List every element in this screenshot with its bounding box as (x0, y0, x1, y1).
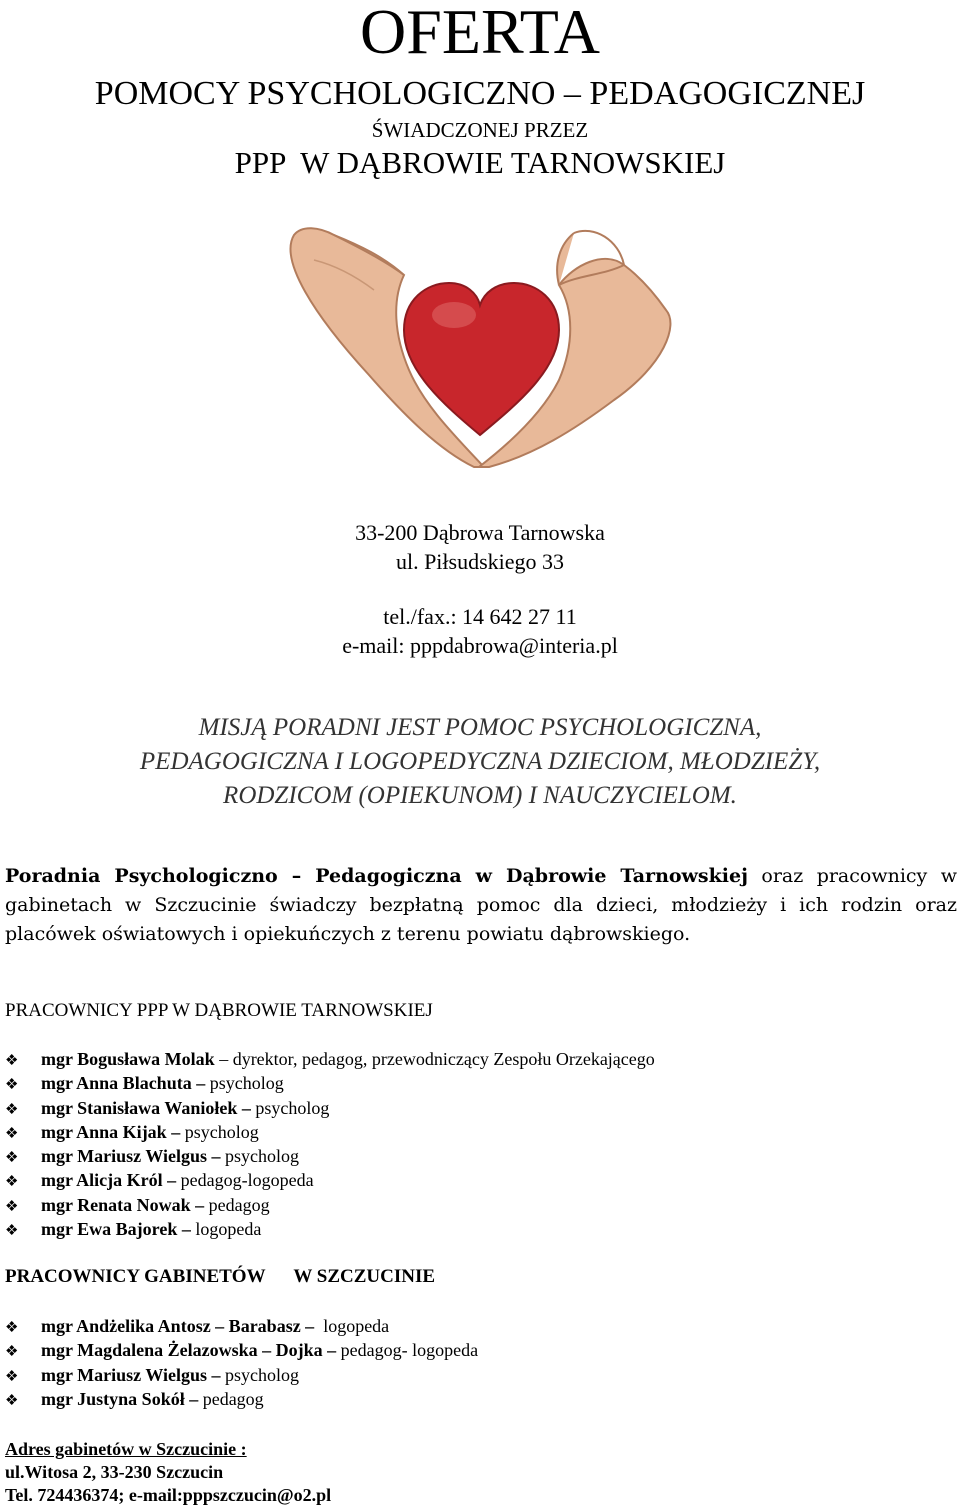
list-item (5, 1217, 655, 1241)
diamond-bullet-icon: ❖ (5, 1053, 19, 1069)
diamond-bullet-icon: ❖ (5, 1101, 19, 1118)
staff-role: psycholog (180, 1121, 259, 1142)
list-item (5, 1314, 478, 1338)
staff-role: psycholog (205, 1073, 284, 1094)
diamond-bullet-icon: ❖ (5, 1392, 19, 1409)
diamond-bullet-icon: ❖ (5, 1223, 19, 1240)
list-item (5, 1144, 655, 1168)
institution-name: PPP W DĄBROWIE TARNOWSKIEJ (234, 145, 726, 180)
staff-role: pedagog-logopeda (176, 1170, 314, 1191)
list-item (5, 1387, 478, 1411)
staff-role: logopeda (314, 1316, 390, 1336)
staff-role: psycholog (250, 1097, 330, 1118)
staff-name: mgr Magdalena Żelazowska – Dojka – (41, 1340, 337, 1361)
staff-name: mgr Bogusława Molak (41, 1049, 215, 1069)
address-email: e-mail: pppdabrowa@interia.pl (342, 633, 618, 658)
staff-name: mgr Anna Blachuta – (41, 1073, 206, 1094)
staff-role: – dyrektor, pedagog, przewodniczący Zespołu Orzekającego (214, 1049, 655, 1069)
staff-name: mgr Renata Nowak – (41, 1194, 205, 1215)
diamond-bullet-icon: ❖ (5, 1198, 19, 1215)
mission-line: MISJĄ PORADNI JEST POMOC PSYCHOLOGICZNA, (198, 714, 762, 741)
staff-name: mgr Anna Kijak – (41, 1121, 181, 1142)
staff-szczucin-list (5, 1314, 478, 1411)
description-bold: Poradnia Psychologiczno – Pedagogiczna w Dąbrowie Tarnowskiej (5, 865, 748, 887)
heart-in-hands-icon (274, 205, 686, 477)
diamond-bullet-icon: ❖ (5, 1077, 19, 1094)
diamond-bullet-icon: ❖ (5, 1368, 19, 1385)
staff-name: mgr Mariusz Wielgus – (41, 1364, 221, 1385)
address-block (0, 518, 960, 660)
list-item (5, 1120, 655, 1144)
diamond-bullet-icon: ❖ (5, 1344, 19, 1361)
staff-name: mgr Andżelika Antosz – Barabasz – (41, 1316, 315, 1336)
diamond-bullet-icon: ❖ (5, 1125, 19, 1142)
list-item (5, 1168, 655, 1192)
footer-contact: Tel. 724436374; e-mail:pppszczucin@o2.pl (5, 1485, 332, 1505)
staff-role: psycholog (220, 1364, 299, 1385)
description-text: oraz pracownicy w gabinetach w Szczucinie świadczy bezpłatną pomoc dla dzieci, młodzieży i ich rodzin oraz placówek oświatowych i opiekuńczych z terenu powiatu dąbrowskiego. (5, 865, 957, 945)
diamond-bullet-icon: ❖ (5, 1174, 19, 1191)
footer-heading: Adres gabinetów w Szczucinie : (5, 1439, 247, 1459)
staff-name: mgr Justyna Sokół – (41, 1388, 199, 1409)
mission-line: RODZICOM (OPIEKUNOM) I NAUCZYCIELOM. (223, 782, 737, 809)
page-title: OFERTA (360, 0, 600, 67)
staff-ppp-list (5, 1047, 655, 1241)
staff-role: pedagog (204, 1194, 270, 1215)
staff-role: pedagog- logopeda (336, 1340, 479, 1361)
footer-address (5, 1438, 331, 1507)
list-item (5, 1096, 655, 1120)
staff-szczucin-heading: PRACOWNICY GABINETÓW W SZCZUCINIE (5, 1266, 436, 1287)
mission-line: PEDAGOGICZNA I LOGOPEDYCZNA DZIECIOM, MŁODZIEŻY, (139, 748, 821, 775)
staff-name: mgr Alicja Król – (41, 1170, 177, 1191)
address-city: 33-200 Dąbrowa Tarnowska (355, 520, 605, 545)
list-item (5, 1363, 478, 1387)
address-street: ul. Piłsudskiego 33 (395, 549, 565, 574)
staff-name: mgr Mariusz Wielgus – (41, 1146, 221, 1167)
description-paragraph (5, 862, 957, 949)
address-phone: tel./fax.: 14 642 27 11 (383, 604, 577, 629)
page-subtitle: POMOCY PSYCHOLOGICZNO – PEDAGOGICZNEJ (94, 75, 866, 112)
list-item (5, 1047, 655, 1071)
footer-street: ul.Witosa 2, 33-230 Szczucin (5, 1462, 224, 1482)
list-item (5, 1193, 655, 1217)
diamond-bullet-icon: ❖ (5, 1320, 19, 1336)
diamond-bullet-icon: ❖ (5, 1150, 19, 1167)
staff-role: psycholog (220, 1146, 299, 1167)
mission-statement (0, 711, 960, 813)
staff-role: pedagog (198, 1388, 264, 1409)
staff-name: mgr Stanisława Waniołek – (41, 1097, 251, 1118)
staff-ppp-heading: PRACOWNICY PPP W DĄBROWIE TARNOWSKIEJ (5, 1000, 433, 1021)
list-item (5, 1071, 655, 1095)
provided-by-line: ŚWIADCZONEJ PRZEZ (371, 118, 589, 142)
staff-role: logopeda (190, 1219, 262, 1240)
list-item (5, 1338, 478, 1362)
staff-name: mgr Ewa Bajorek – (41, 1219, 191, 1240)
